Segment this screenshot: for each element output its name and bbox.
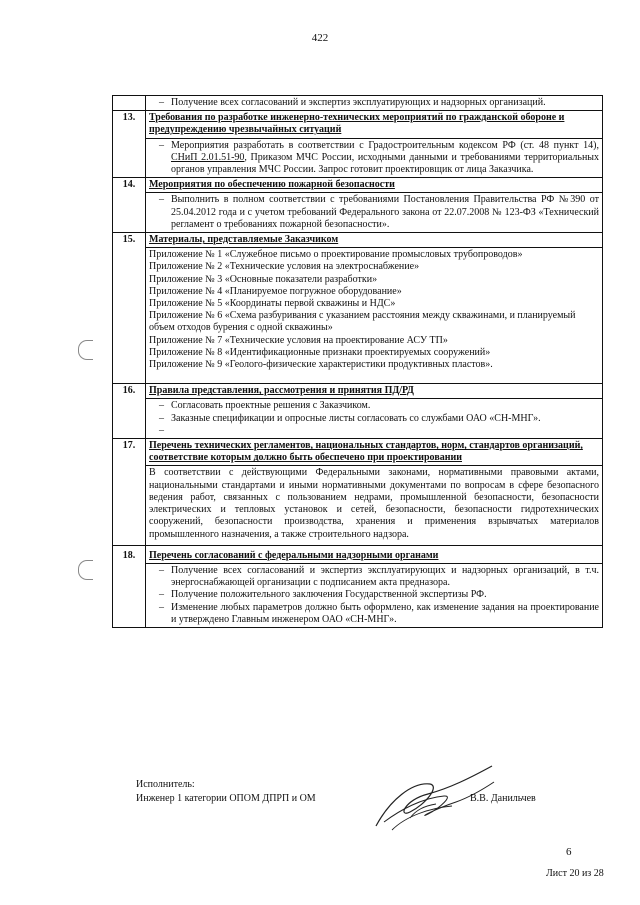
attachment-line: Приложение № 9 «Геолого-физические характеристики продуктивных пластов». (149, 359, 493, 371)
table-row (113, 466, 603, 545)
table-row (113, 193, 603, 233)
binding-hole-mark (78, 560, 93, 580)
section-title: Материалы, представляемые Заказчиком (146, 233, 603, 248)
table-row (113, 233, 603, 248)
section-title: Перечень согласований с федеральными надзорными органами (146, 545, 603, 563)
footer-number: 6 (566, 846, 572, 858)
executor-name: В.В. Данильчев (470, 793, 536, 804)
list-item: – Получение положительного заключения Государственной экспертизы РФ. (159, 589, 487, 601)
row-number: 13. (113, 111, 146, 178)
attachment-line: Приложение № 2 «Технические условия на электроснабжение» (149, 261, 420, 273)
row-number: 18. (113, 545, 146, 627)
section-title: Перечень технических регламентов, национальных стандартов, норм, стандартов организаций, соответствие которым должно быть обеспечено при проектировании (146, 439, 603, 466)
list-item: – Заказные спецификации и опросные листы согласовать со службами ОАО «СН-МНГ». (159, 412, 541, 424)
section-title: Правила представления, рассмотрения и принятия ПД/РД (146, 384, 603, 399)
sheet-counter: Лист 20 из 28 (546, 868, 604, 879)
page-number: 422 (311, 32, 329, 44)
row-number: 16. (113, 384, 146, 439)
signature-block (136, 778, 316, 806)
section-title: Мероприятия по обеспечению пожарной безопасности (146, 178, 603, 193)
table-row (113, 545, 603, 563)
list-item: – Получение всех согласований и экспертиз эксплуатирующих и надзорных организаций. (159, 97, 546, 108)
attachment-line: Приложение № 5 «Координаты первой скважины и НДС» (149, 298, 396, 310)
row-number: 15. (113, 233, 146, 384)
list-item: – (159, 424, 164, 436)
attachment-line: Приложение № 3 «Основные показатели разработки» (149, 273, 378, 285)
executor-position: Инженер 1 категории ОПОМ ДПРП и ОМ (136, 793, 316, 804)
list-item: – Согласовать проектные решения с Заказчиком. (159, 400, 371, 412)
section-title: Требования по разработке инженерно-технических мероприятий по гражданской обороне и предупреждению чрезвычайных ситуаций (146, 111, 603, 138)
table-row (113, 178, 603, 193)
list-item: – Получение всех согласований и экспертиз эксплуатирующих и надзорных организаций, в т.ч. энергоснабжающей организации с подписанием акта предназора. (159, 564, 599, 589)
requirements-table (112, 95, 603, 628)
list-item: – Мероприятия разработать в соответствии с Градостроительным кодексом РФ (ст. 48 пункт 14), СНиП 2.01.51-90, Приказом МЧС России, исходными данными и требованиями территориальных органов управления МЧС России. Запрос готовит проектировщик от лица Заказчика. (159, 139, 600, 176)
table-row (113, 248, 603, 384)
list-item: – Выполнить в полном соответствии с требованиями Постановления Правительства РФ №390 от 25.04.2012 года и с учетом требований Федерального закона от 22.07.2008 № 123-ФЗ «Технический регламент о требованиях пожарной безопасности». (159, 194, 599, 230)
snip-reference: СНиП 2.01.51-90 (171, 151, 245, 163)
list-item: – Изменение любых параметров должно быть оформлено, как изменение задания на проектирование и утверждено Главным инженером ОАО «СН-МНГ». (159, 601, 599, 625)
attachment-line: Приложение № 8 «Идентификационные признаки проектируемых сооружений» (149, 346, 491, 358)
row-number: 14. (113, 178, 146, 233)
attachment-line: Приложение № 7 «Технические условия на проектирование АСУ ТП» (149, 334, 448, 346)
attachment-line: Приложение № 1 «Служебное письмо о проектирование промысловых трубопроводов» (149, 249, 523, 261)
executor-label: Исполнитель: (136, 779, 195, 790)
table-row (113, 399, 603, 439)
table-row (113, 138, 603, 178)
table-row (113, 384, 603, 399)
table-row (113, 563, 603, 627)
attachment-line: Приложение № 6 «Схема разбуривания с указанием расстояния между скважинами, и планируемый объем отходов бурения с одной скважины» (149, 310, 576, 334)
table-row (113, 111, 603, 138)
attachment-line: Приложение № 4 «Планируемое погружное оборудование» (149, 285, 402, 297)
row-number: 17. (113, 439, 146, 546)
standards-paragraph: В соответствии с действующими Федеральными законами, нормативными правовыми актами, национальными стандартами и иными нормативными документами по вопросам в сфере безопасного ведения работ, связанных с пользованием недрами, промышленной безопасности, безопасности электрических и тепловых установок и сетей, безопасности, безопасности гидротехнических сооружений, безопасности производства, хранения и применения взрывчатых материалов промышленного назначения, а также строительного надзора. (146, 466, 603, 545)
table-row (113, 96, 603, 111)
table-row (113, 439, 603, 466)
binding-hole-mark (78, 340, 93, 360)
